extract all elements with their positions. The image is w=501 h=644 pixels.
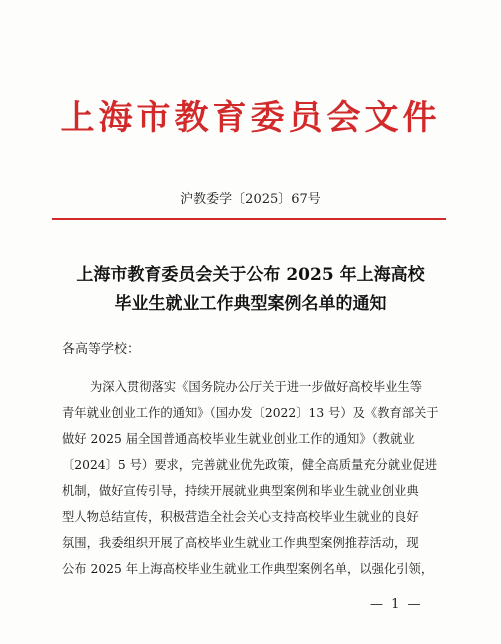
salutation: 各高等学校： xyxy=(62,342,141,357)
body-line: 青年就业创业工作的通知》（国办发〔2022〕13 号）及《教育部关于 xyxy=(62,406,439,420)
document-title-line-1: 上海市教育委员会关于公布 2025 年上海高校 xyxy=(76,265,425,285)
body-line: 机制，做好宣传引导，持续开展就业典型案例和毕业生就业创业典 xyxy=(62,484,419,498)
body-line: 做好 2025 届全国普通高校毕业生就业创业工作的通知》（教就业 xyxy=(62,432,415,446)
red-divider-line xyxy=(52,218,446,220)
body-line: 〔2024〕5 号）要求，完善就业优先政策，健全高质量充分就业促进 xyxy=(62,458,438,472)
body-line: 为深入贯彻落实《国务院办公厅关于进一步做好高校毕业生等 xyxy=(90,380,423,394)
body-line: 型人物总结宣传，积极营造全社会关心支持高校毕业生就业的良好 xyxy=(62,510,419,524)
page-number: — 1 — xyxy=(370,597,423,612)
body-line: 公布 2025 年上海高校毕业生就业工作典型案例名单，以强化引领， xyxy=(62,562,434,576)
body-line: 氛围，我委组织开展了高校毕业生就业工作典型案例推荐活动，现 xyxy=(62,536,419,550)
document-title-line-2: 毕业生就业工作典型案例名单的通知 xyxy=(114,294,387,314)
document-number: 沪教委学〔2025〕67号 xyxy=(180,192,321,207)
issuer-masthead: 上海市教育委员会文件 xyxy=(60,98,441,138)
